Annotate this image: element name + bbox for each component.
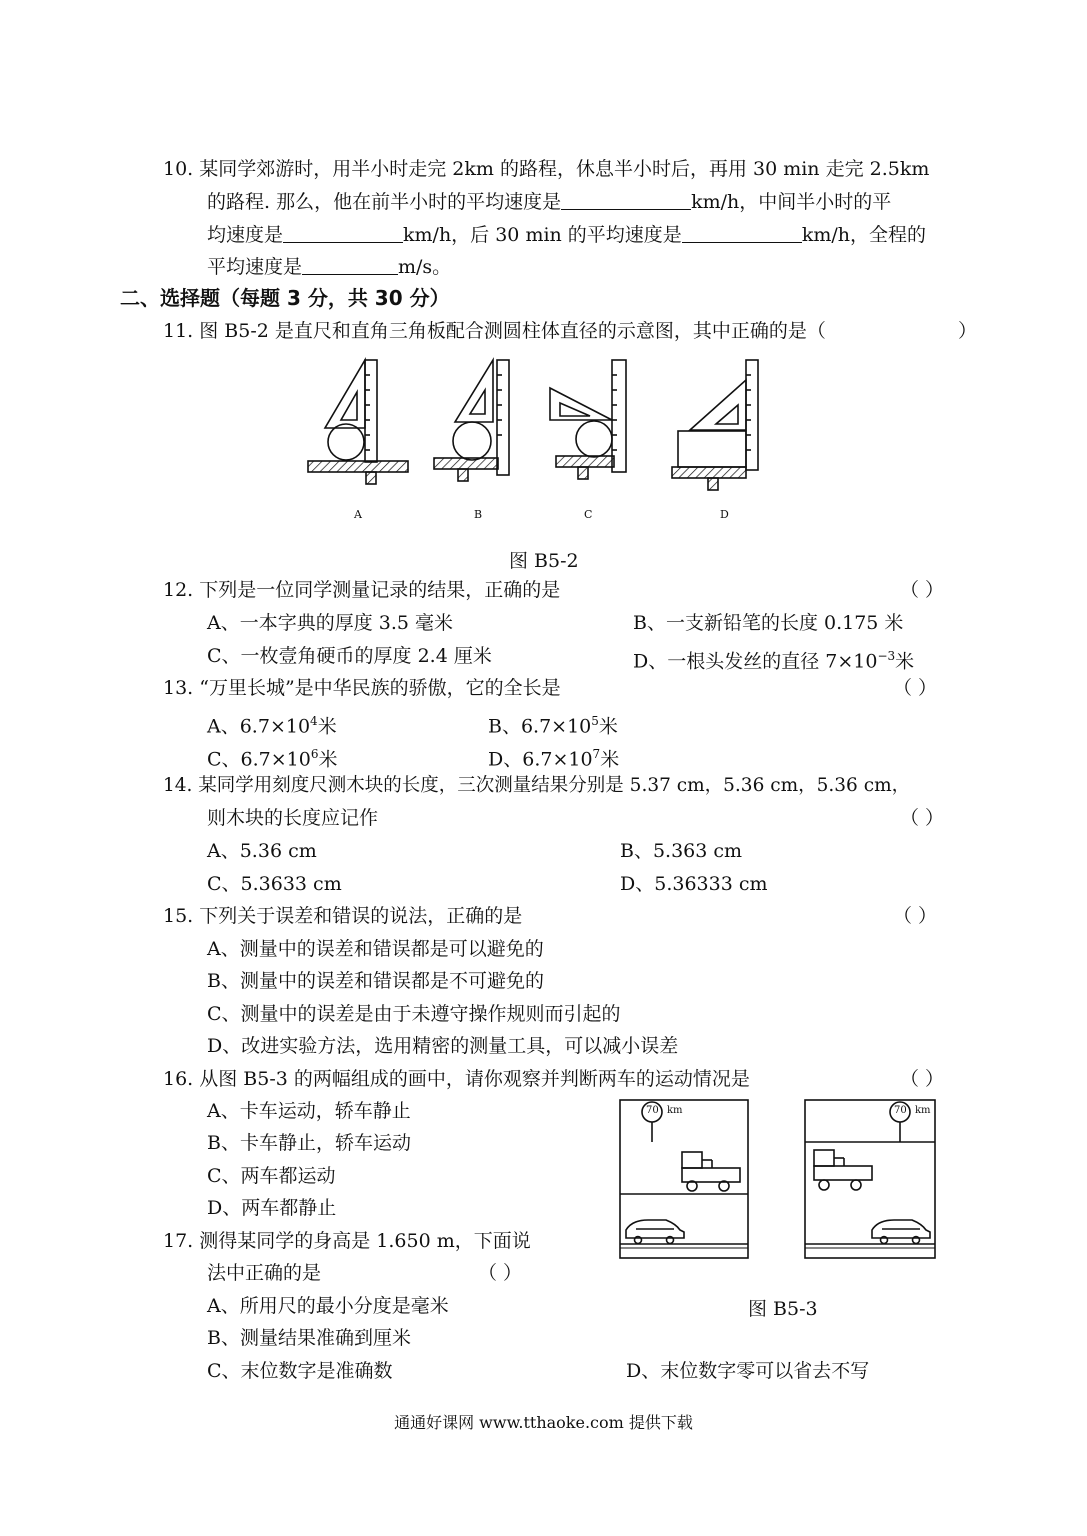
exponent: 6 (310, 747, 319, 761)
figure-caption-b5-2: 图 B5-2 (509, 550, 579, 572)
q17-answer-paren[interactable]: （ ） (478, 1262, 523, 1284)
exponent: 4 (310, 714, 318, 728)
q14-stem-line-1: 14. 某同学用刻度尺测木块的长度，三次测量结果分别是 5.37 cm，5.36 cm，5.36 cm， (163, 775, 911, 796)
exponent: 7 (592, 747, 601, 761)
page-footer: 通通好课网 www.tthaoke.com 提供下载 (394, 1413, 693, 1432)
q10-text: 的路程. 那么，他在前半小时的平均速度是 (207, 191, 562, 213)
section-title: 二、选择题（每题 3 分，共 30 分） (120, 286, 450, 310)
q12-option-a[interactable]: A、一本字典的厚度 3.5 毫米 (207, 612, 454, 634)
diagram-c (550, 360, 626, 479)
option-unit: 米 (895, 650, 915, 673)
q13-option-b[interactable] (488, 709, 618, 738)
diagram-a (308, 360, 408, 484)
figure-b5-2 (0, 350, 1087, 540)
answer-blank[interactable] (561, 189, 691, 210)
q10-line-4 (207, 254, 451, 279)
q12-option-b[interactable]: B、一支新铅笔的长度 0.175 米 (633, 612, 904, 634)
option-text: B、6.7×10 (488, 715, 592, 738)
q15-option-b[interactable]: B、测量中的误差和错误都是不可避免的 (207, 970, 544, 992)
figure-label-a: A (354, 508, 362, 521)
option-text: A、6.7×10 (207, 715, 311, 738)
q15-option-c[interactable]: C、测量中的误差是由于未遵守操作规则而引起的 (207, 1003, 621, 1025)
q10-text: km/h，后 30 min 的平均速度是 (403, 224, 682, 246)
q15-option-d[interactable]: D、改进实验方法，选用精密的测量工具，可以减小误差 (207, 1035, 679, 1057)
answer-blank[interactable] (283, 222, 403, 243)
q11-answer-paren[interactable]: ） (958, 320, 978, 342)
q14-stem-line-2: 则木块的长度应记作 (207, 807, 379, 829)
q14-option-d[interactable]: D、5.36333 cm (620, 873, 768, 895)
q14-option-a[interactable]: A、5.36 cm (207, 840, 317, 862)
figure-label-d: D (720, 508, 729, 521)
speed-sign-unit: km (667, 1105, 683, 1116)
diagram-d (672, 360, 758, 490)
q15-answer-paren[interactable]: （ ） (893, 905, 938, 927)
speed-sign-value: 70 (646, 1105, 659, 1116)
q13-stem: 13. “万里长城”是中华民族的骄傲，它的全长是 (163, 677, 561, 699)
q17-option-d[interactable]: D、末位数字零可以省去不写 (626, 1360, 870, 1382)
q10-text: 平均速度是 (207, 256, 303, 278)
figure-caption-b5-3: 图 B5-3 (748, 1298, 818, 1320)
option-unit: 米 (600, 748, 620, 771)
answer-blank[interactable] (682, 222, 802, 243)
q16-option-d[interactable]: D、两车都静止 (207, 1197, 337, 1219)
q14-option-b[interactable]: B、5.363 cm (620, 840, 743, 862)
diagram-b (434, 360, 509, 481)
figure-label-b: B (474, 508, 483, 521)
exponent: 5 (591, 714, 599, 728)
q13-answer-paren[interactable]: （ ） (893, 677, 938, 699)
q17-option-b[interactable]: B、测量结果准确到厘米 (207, 1327, 411, 1349)
exponent: −3 (877, 649, 896, 663)
q17-stem-line-1: 17. 测得某同学的身高是 1.650 m，下面说 (163, 1230, 531, 1252)
q16-stem: 16. 从图 B5-3 的两幅组成的画中，请你观察并判断两车的运动情况是 (163, 1068, 750, 1090)
q10-text: 均速度是 (207, 224, 284, 246)
q10-text: m/s。 (398, 256, 452, 278)
option-text: D、6.7×10 (488, 748, 593, 771)
figure-label-c: C (584, 508, 593, 521)
panel-1 (620, 1100, 748, 1258)
option-text: D、一根头发丝的直径 7×10 (633, 650, 878, 673)
q13-option-d[interactable] (488, 742, 619, 771)
q12-option-d[interactable] (633, 644, 914, 673)
speed-sign-unit: km (915, 1105, 931, 1116)
q17-stem-line-2: 法中正确的是 (207, 1262, 322, 1284)
q17-option-a[interactable]: A、所用尺的最小分度是毫米 (207, 1295, 449, 1317)
panel-2 (805, 1100, 935, 1258)
q16-option-b[interactable]: B、卡车静止，轿车运动 (207, 1132, 411, 1154)
option-unit: 米 (318, 748, 338, 771)
q10-line-3 (207, 222, 926, 247)
q13-option-a[interactable] (207, 709, 337, 738)
answer-blank[interactable] (302, 254, 398, 275)
option-unit: 米 (317, 715, 337, 738)
q16-option-c[interactable]: C、两车都运动 (207, 1165, 336, 1187)
q12-option-c[interactable]: C、一枚壹角硬币的厚度 2.4 厘米 (207, 645, 492, 667)
q17-option-c[interactable]: C、末位数字是准确数 (207, 1360, 393, 1382)
speed-sign-value: 70 (894, 1105, 907, 1116)
option-text: C、6.7×10 (207, 748, 311, 771)
q10-line-2 (207, 189, 891, 214)
q14-answer-paren[interactable]: （ ） (900, 807, 945, 829)
q16-option-a[interactable]: A、卡车运动，轿车静止 (207, 1100, 411, 1122)
q12-answer-paren[interactable]: （ ） (900, 579, 945, 601)
q10-line-1: 10. 某同学郊游时，用半小时走完 2km 的路程，休息半小时后，再用 30 min 走完 2.5km (163, 158, 930, 180)
q14-option-c[interactable]: C、5.3633 cm (207, 873, 342, 895)
q16-answer-paren[interactable]: （ ） (900, 1068, 945, 1090)
q12-stem: 12. 下列是一位同学测量记录的结果，正确的是 (163, 579, 561, 601)
q11-stem: 11. 图 B5-2 是直尺和直角三角板配合测圆柱体直径的示意图，其中正确的是（ (163, 320, 826, 342)
q10-text: km/h，全程的 (801, 224, 926, 246)
q15-option-a[interactable]: A、测量中的误差和错误都是可以避免的 (207, 938, 544, 960)
q15-stem: 15. 下列关于误差和错误的说法，正确的是 (163, 905, 523, 927)
q13-option-c[interactable] (207, 742, 338, 771)
q10-text: km/h，中间半小时的平 (691, 191, 892, 213)
option-unit: 米 (598, 715, 618, 738)
